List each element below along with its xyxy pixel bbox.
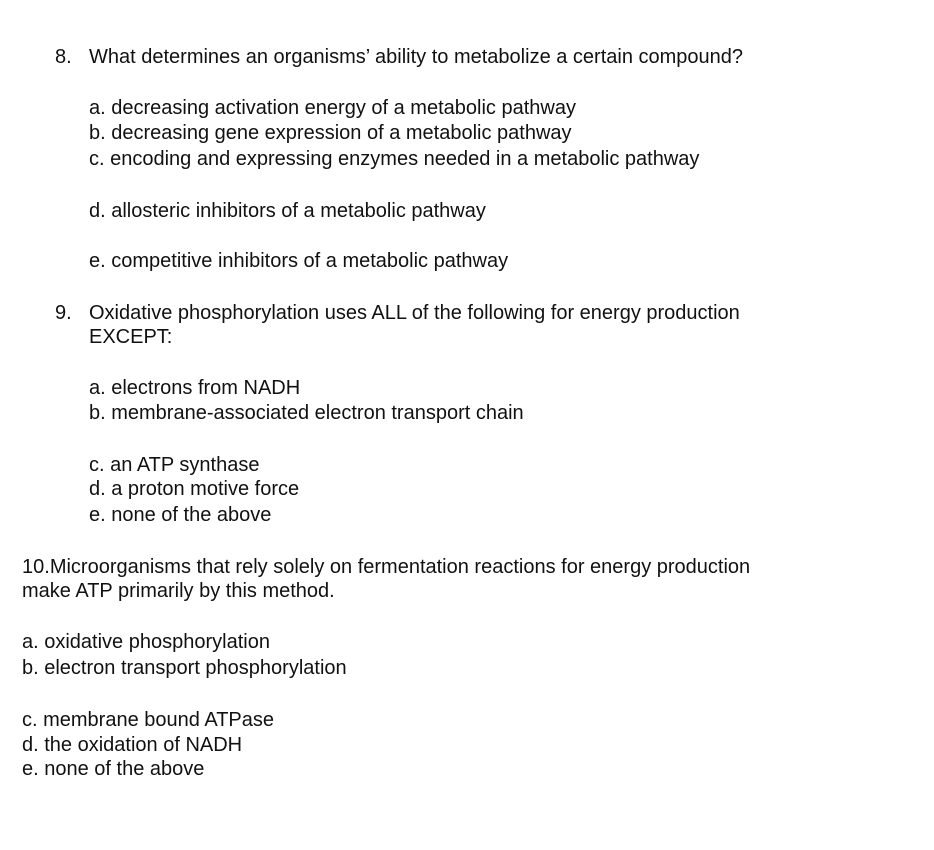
question-10-number: 10. bbox=[22, 556, 50, 578]
question-9-stem-line-2: EXCEPT: bbox=[89, 326, 173, 348]
question-10-stem-text: Microorganisms that rely solely on fermentation reactions for energy production bbox=[49, 556, 751, 578]
question-8-option-e: e. competitive inhibitors of a metabolic pathway bbox=[89, 250, 509, 272]
question-10-stem-line-1 bbox=[22, 555, 750, 579]
question-8-option-d: d. allosteric inhibitors of a metabolic pathway bbox=[89, 200, 486, 222]
question-10-option-b: b. electron transport phosphorylation bbox=[22, 657, 347, 679]
question-8-option-c: c. encoding and expressing enzymes needed in a metabolic pathway bbox=[89, 148, 700, 170]
question-9-number: 9. bbox=[55, 302, 72, 324]
question-8-number: 8. bbox=[55, 46, 72, 68]
question-9-stem-line-1: Oxidative phosphorylation uses ALL of the following for energy production bbox=[89, 302, 740, 324]
question-9-option-e: e. none of the above bbox=[89, 504, 272, 526]
question-10-option-d: d. the oxidation of NADH bbox=[22, 734, 243, 756]
question-9-option-b: b. membrane-associated electron transport chain bbox=[89, 402, 524, 424]
question-9-option-c: c. an ATP synthase bbox=[89, 454, 260, 476]
question-9-option-d: d. a proton motive force bbox=[89, 478, 300, 500]
question-10-stem-line-2: make ATP primarily by this method. bbox=[22, 580, 335, 602]
question-8-option-a: a. decreasing activation energy of a metabolic pathway bbox=[89, 97, 576, 119]
question-9-option-a: a. electrons from NADH bbox=[89, 377, 301, 399]
question-10-option-c: c. membrane bound ATPase bbox=[22, 709, 274, 731]
question-8-option-b: b. decreasing gene expression of a metabolic pathway bbox=[89, 122, 572, 144]
question-8-stem: What determines an organisms’ ability to metabolize a certain compound? bbox=[89, 46, 744, 68]
question-10-option-e: e. none of the above bbox=[22, 758, 205, 780]
question-10-option-a: a. oxidative phosphorylation bbox=[22, 631, 270, 653]
